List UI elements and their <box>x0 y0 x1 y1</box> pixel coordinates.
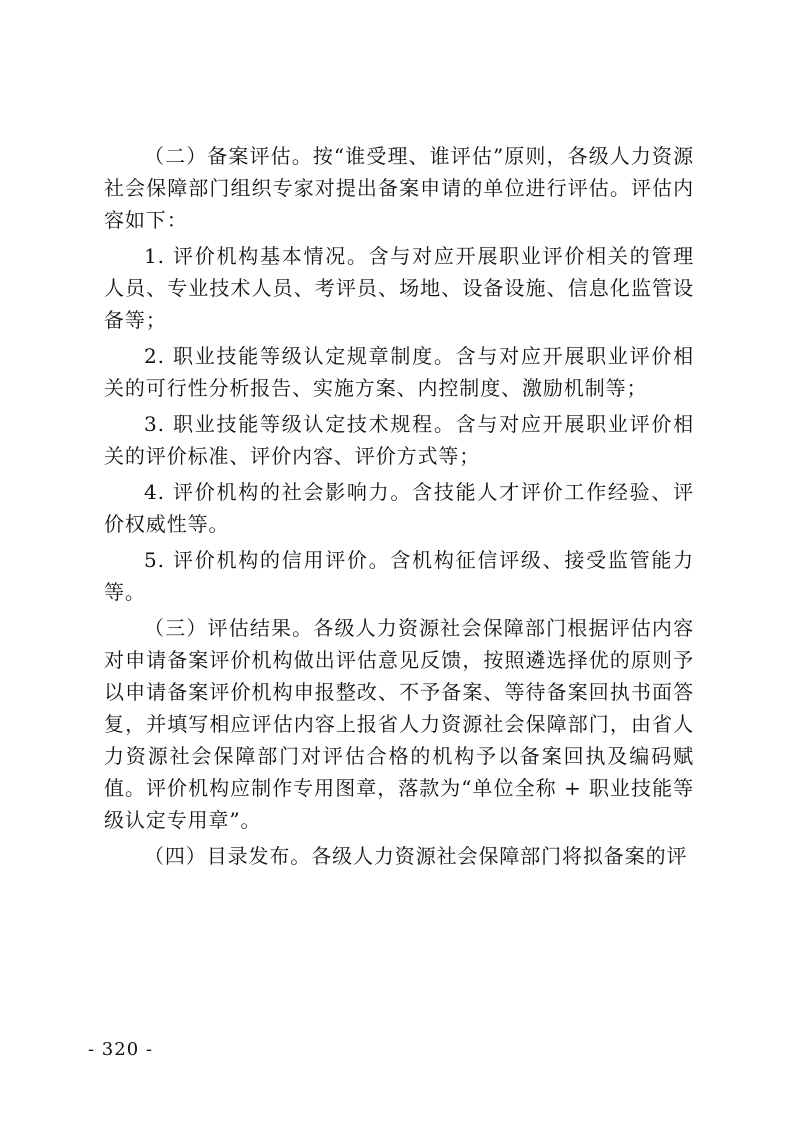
paragraph-item-4: 4. 评价机构的社会影响力。含技能人才评价工作经验、评价权威性等。 <box>104 480 694 536</box>
paragraph-record-assessment: （二）备案评估。按“谁受理、谁评估”原则，各级人力资源社会保障部门组织专家对提出备案申请的单位进行评估。评估内容如下： <box>104 144 694 232</box>
paragraph-item-5: 5. 评价机构的信用评价。含机构征信评级、接受监管能力等。 <box>104 548 694 604</box>
paragraph-item-1: 1. 评价机构基本情况。含与对应开展职业评价相关的管理人员、专业技术人员、考评员、场地、设备设施、信息化监管设备等； <box>104 244 694 332</box>
paragraph-assessment-result: （三）评估结果。各级人力资源社会保障部门根据评估内容对申请备案评价机构做出评估意见反馈，按照遴选择优的原则予以申请备案评价机构申报整改、不予备案、等待备案回执书面答复，并填写相应评估内容上报省人力资源社会保障部门，由省人力资源社会保障部门对评估合格的机构予以备案回执及编码赋值。评价机构应制作专用图章，落款为“单位全称 + 职业技能等级认定专用章”。 <box>104 616 694 832</box>
paragraph-item-2: 2. 职业技能等级认定规章制度。含与对应开展职业评价相关的可行性分析报告、实施方案、内控制度、激励机制等； <box>104 344 694 400</box>
paragraph-item-3: 3. 职业技能等级认定技术规程。含与对应开展职业评价相关的评价标准、评价内容、评价方式等； <box>104 412 694 468</box>
paragraph-catalog-release: （四）目录发布。各级人力资源社会保障部门将拟备案的评 <box>144 844 688 868</box>
page-number: - 320 - <box>88 1039 153 1060</box>
document-body <box>104 140 694 876</box>
